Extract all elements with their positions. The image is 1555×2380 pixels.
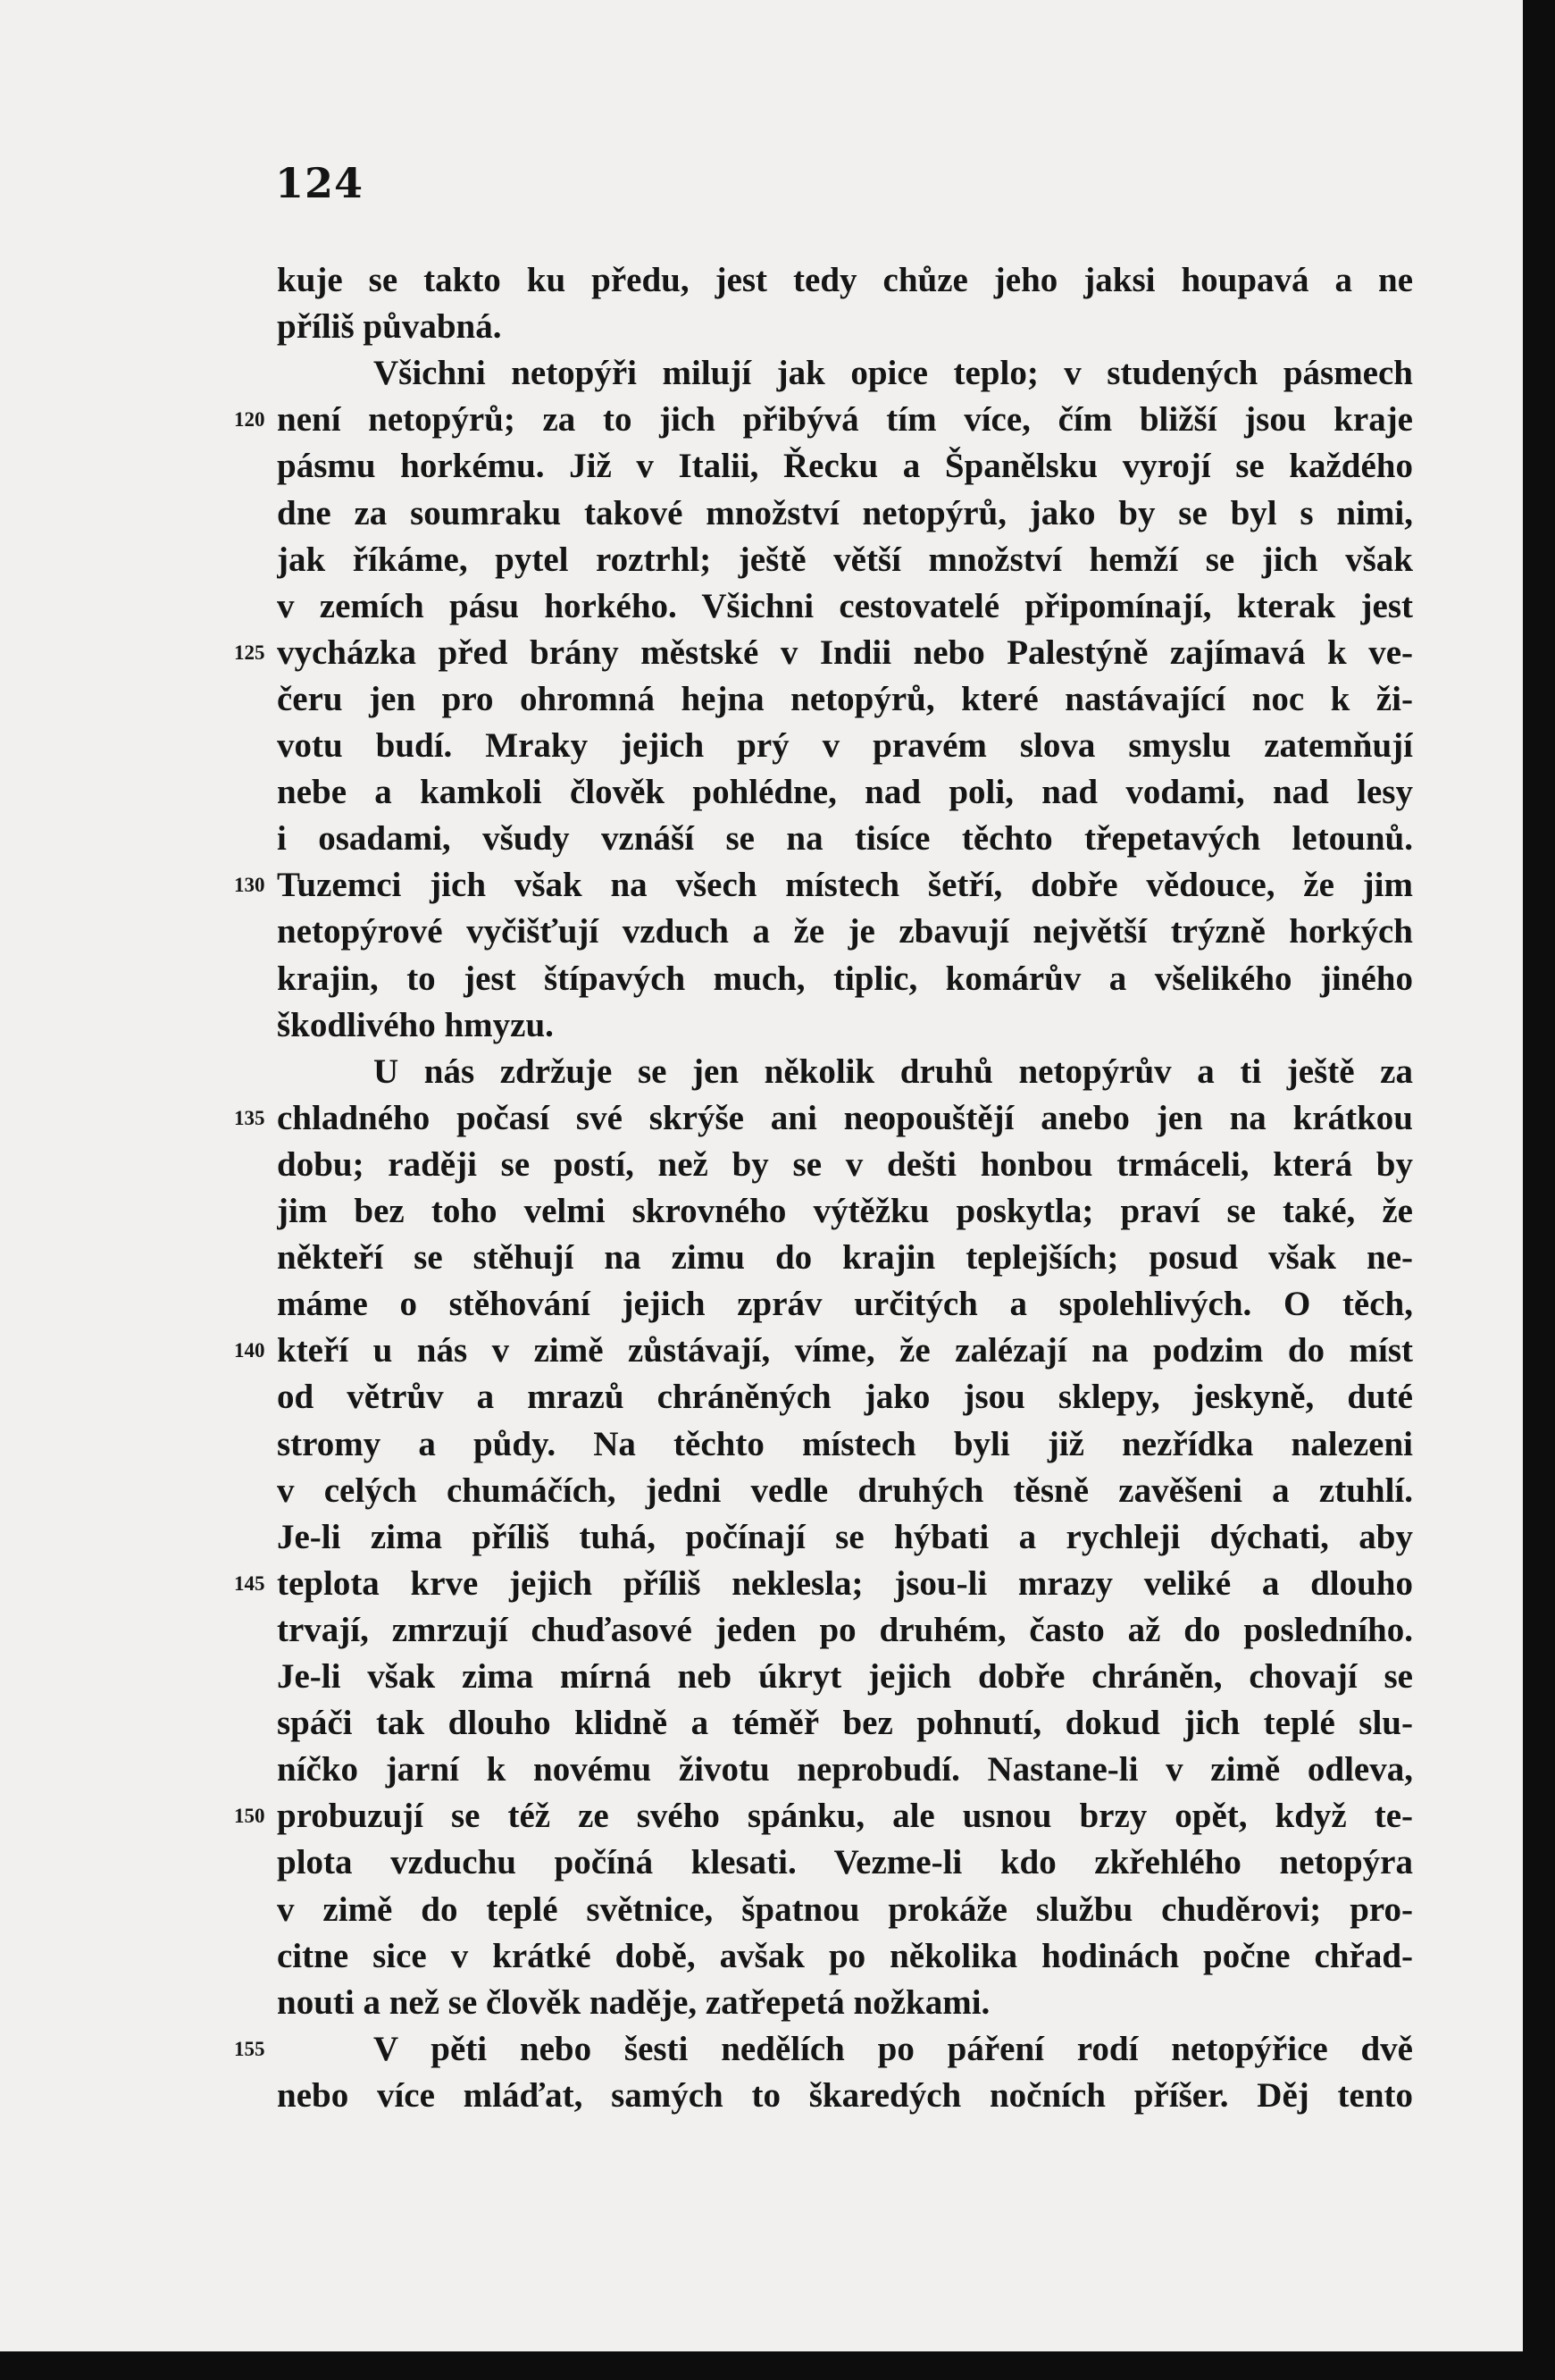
text-line: dne za soumraku takové množství netopýrů, jako by se byl s nimi, [277, 494, 1413, 532]
text-line: plota vzduchu počíná klesati. Vezme-li kdo zkřehlého netopýra [277, 1843, 1413, 1881]
text-line: teplota krve jejich příliš neklesla; jsou-li mrazy veliké a dlouho [277, 1564, 1413, 1603]
text-line: jim bez toho velmi skrovného výtěžku poskytla; praví se také, že [277, 1192, 1413, 1230]
text-line: V pěti nebo šesti nedělích po páření rodí netopýřice dvě [373, 2030, 1413, 2068]
text-line: chladného počasí své skrýše ani neopouštějí anebo jen na krátkou [277, 1099, 1413, 1137]
text-line: Je-li však zima mírná neb úkryt jejich dobře chráněn, chovají se [277, 1657, 1413, 1696]
text-line: máme o stěhování jejich zpráv určitých a spolehlivých. O těch, [277, 1285, 1413, 1323]
text-line: Je-li zima příliš tuhá, počínají se hýbati a rychleji dýchati, aby [277, 1518, 1413, 1556]
text-line: citne sice v krátké době, avšak po několika hodinách počne chřad- [277, 1937, 1413, 1975]
text-line: pásmu horkému. Již v Italii, Řecku a Španělsku vyrojí se každého [277, 447, 1413, 485]
text-line: probuzují se též ze svého spánku, ale usnou brzy opět, když te- [277, 1797, 1413, 1835]
text-line: příliš půvabná. [277, 307, 502, 346]
text-line: vycházka před brány městské v Indii nebo Palestýně zajímavá k ve- [277, 633, 1413, 672]
text-line: dobu; raději se postí, než by se v dešti honbou trmáceli, která by [277, 1145, 1413, 1184]
text-line: Tuzemci jich však na všech místech šetří, dobře vědouce, že jim [277, 866, 1413, 904]
line-number: 150 [234, 1805, 265, 1827]
text-line: níčko jarní k novému životu neprobudí. Nastane-li v zimě odleva, [277, 1750, 1413, 1789]
text-line: kteří u nás v zimě zůstávají, víme, že zalézají na podzim do míst [277, 1331, 1413, 1370]
text-line: jak říkáme, pytel roztrhl; ještě větší množství hemží se jich však [277, 541, 1413, 579]
text-line: spáči tak dlouho klidně a téměř bez pohnutí, dokud jich teplé slu- [277, 1704, 1413, 1742]
text-line: trvají, zmrzují chuďasové jeden po druhém, často až do posledního. [277, 1611, 1413, 1649]
text-line: škodlivého hmyzu. [277, 1006, 554, 1044]
text-line: není netopýrů; za to jich přibývá tím více, čím bližší jsou kraje [277, 400, 1413, 439]
text-line: kuje se takto ku předu, jest tedy chůze jeho jaksi houpavá a ne [277, 261, 1413, 299]
text-line: od větrův a mrazů chráněných jako jsou sklepy, jeskyně, duté [277, 1378, 1413, 1416]
text-line: nebe a kamkoli člověk pohlédne, nad poli, nad vodami, nad lesy [277, 773, 1413, 811]
text-line: nouti a než se člověk naděje, zatřepetá nožkami. [277, 1983, 991, 2022]
text-line: krajin, to jest štípavých much, tiplic, komárův a všelikého jiného [277, 960, 1413, 998]
scan-border-bottom [0, 2351, 1555, 2380]
text-line: v celých chumáčích, jedni vedle druhých těsně zavěšeni a ztuhlí. [277, 1471, 1413, 1510]
line-number: 130 [234, 874, 265, 896]
text-line: někteří se stěhují na zimu do krajin teplejších; posud však ne- [277, 1238, 1413, 1277]
line-number: 155 [234, 2038, 265, 2060]
text-line: votu budí. Mraky jejich prý v pravém slova smyslu zatemňují [277, 726, 1413, 765]
text-line: v zemích pásu horkého. Všichni cestovatelé připomínají, kterak jest [277, 587, 1413, 625]
line-number: 125 [234, 641, 265, 664]
text-line: stromy a půdy. Na těchto místech byli již nezřídka nalezeni [277, 1425, 1413, 1463]
text-line: Všichni netopýři milují jak opice teplo; v studených pásmech [373, 354, 1413, 392]
line-number: 120 [234, 408, 265, 431]
text-line: v zimě do teplé světnice, špatnou prokáže službu chuděrovi; pro- [277, 1890, 1413, 1929]
text-line: nebo více mláďat, samých to škaredých nočních příšer. Děj tento [277, 2076, 1413, 2115]
line-number: 140 [234, 1339, 265, 1362]
text-line: netopýrové vyčišťují vzduch a že je zbavují největší trýzně horkých [277, 912, 1413, 951]
line-number: 135 [234, 1107, 265, 1129]
text-line: i osadami, všudy vznáší se na tisíce těchto třepetavých letounů. [277, 819, 1413, 858]
text-line: čeru jen pro ohromná hejna netopýrů, které nastávající noc k ži- [277, 680, 1413, 718]
scan-border-right [1523, 0, 1555, 2380]
line-number: 145 [234, 1572, 265, 1595]
text-line: U nás zdržuje se jen několik druhů netopýrův a ti ještě za [373, 1052, 1413, 1091]
page-number: 124 [275, 159, 364, 207]
